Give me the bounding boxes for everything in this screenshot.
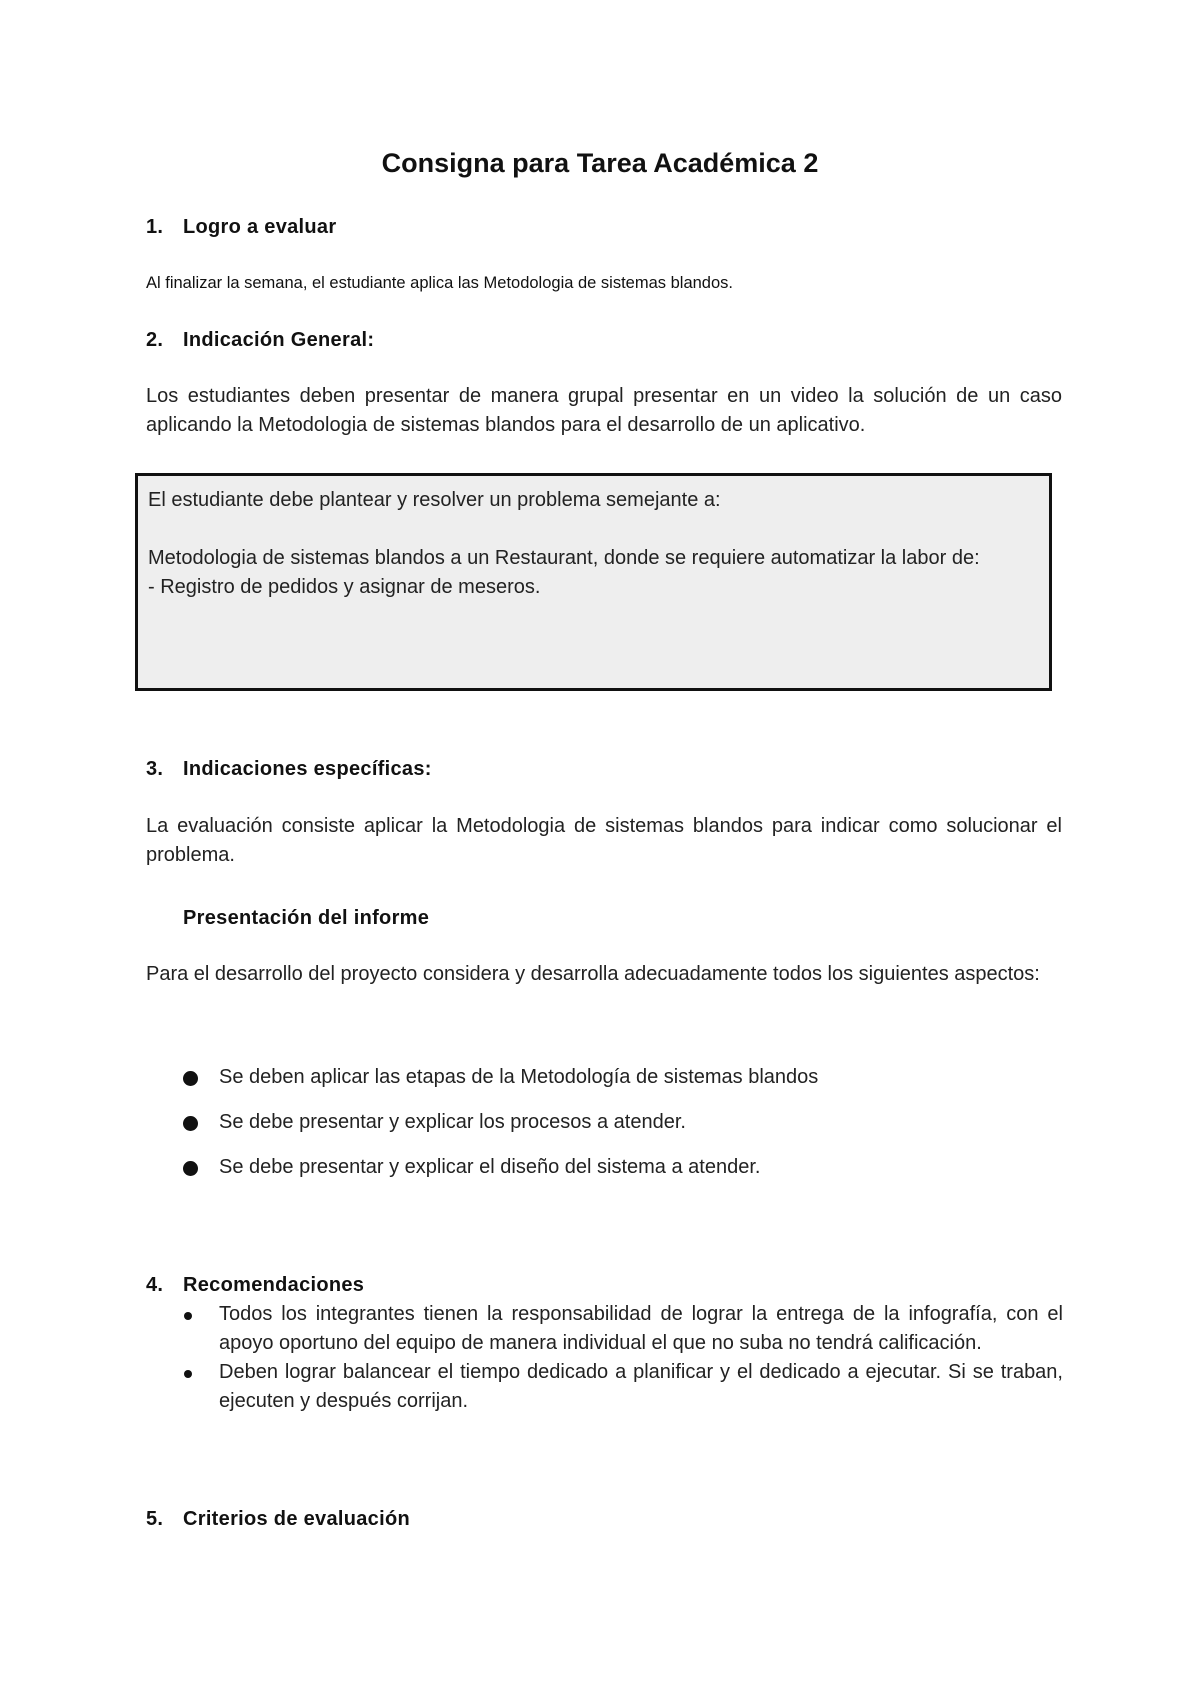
problem-box-line-2: Metodologia de sistemas blandos a un Restaurant, donde se requiere automatizar la labor de: — [148, 547, 980, 569]
section-2-number: 2. — [146, 329, 164, 351]
section-3-heading — [146, 756, 432, 782]
bullet-dot — [183, 1116, 198, 1131]
list-item-text: Se debe presentar y explicar el diseño del sistema a atender. — [219, 1156, 761, 1178]
section-1-text: Al finalizar la semana, el estudiante aplica las Metodologia de sistemas blandos. — [146, 274, 733, 292]
problem-box-spacer — [148, 515, 1043, 544]
list-item — [183, 1108, 1063, 1153]
list-item-text: Se debe presentar y explicar los procesos a atender. — [219, 1111, 686, 1133]
list-item-text: Se deben aplicar las etapas de la Metodología de sistemas blandos — [219, 1066, 819, 1088]
section-1-heading — [146, 214, 336, 240]
section-3-number: 3. — [146, 758, 164, 780]
list-item-text: Todos los integrantes tienen la responsabilidad de lograr la entrega de la infografía, con el apoyo oportuno del equipo de manera individual el que no suba no tendrá calificación. — [219, 1303, 1063, 1354]
page-title: Consigna para Tarea Académica 2 — [381, 148, 819, 178]
list-item-text: Deben lograr balancear el tiempo dedicado a planificar y el dedicado a ejecutar. Si se traban, ejecuten y después corrijan. — [219, 1361, 1063, 1412]
section-4-number: 4. — [146, 1274, 164, 1296]
aspects-list — [183, 1063, 1063, 1198]
bullet-dot — [183, 1161, 198, 1176]
section-3-title: Indicaciones específicas: — [183, 758, 432, 780]
recommendations-list — [183, 1300, 1063, 1416]
list-item — [183, 1063, 1063, 1108]
problem-box-line-1: El estudiante debe plantear y resolver un problema semejante a: — [148, 489, 721, 511]
section-5-title: Criterios de evaluación — [183, 1508, 410, 1530]
problem-box-line-3: - Registro de pedidos y asignar de meseros. — [148, 576, 541, 598]
section-4-heading — [146, 1272, 364, 1298]
bullet-dot — [184, 1370, 192, 1378]
section-1-title: Logro a evaluar — [183, 216, 337, 238]
bullet-dot — [184, 1312, 192, 1320]
section-5-heading — [146, 1506, 410, 1532]
section-2-text: Los estudiantes deben presentar de manera grupal presentar en un video la solución de un caso aplicando la Metodologia de sistemas blandos para el desarrollo de un aplicativo. — [146, 385, 1062, 436]
section-2-title: Indicación General: — [183, 329, 375, 351]
problem-box — [135, 473, 1052, 691]
list-item — [183, 1153, 1063, 1198]
section-1-number: 1. — [146, 216, 164, 238]
report-subheading: Presentación del informe — [183, 907, 430, 929]
problem-box-content — [148, 486, 1043, 602]
section-5-number: 5. — [146, 1508, 164, 1530]
section-3-text: La evaluación consiste aplicar la Metodologia de sistemas blandos para indicar como solucionar el problema. — [146, 815, 1062, 866]
bullet-dot — [183, 1071, 198, 1086]
section-2-heading — [146, 327, 374, 353]
list-item — [183, 1300, 1063, 1358]
report-text: Para el desarrollo del proyecto considera y desarrolla adecuadamente todos los siguientes aspectos: — [146, 963, 1040, 985]
section-4-title: Recomendaciones — [183, 1274, 365, 1296]
list-item — [183, 1358, 1063, 1416]
